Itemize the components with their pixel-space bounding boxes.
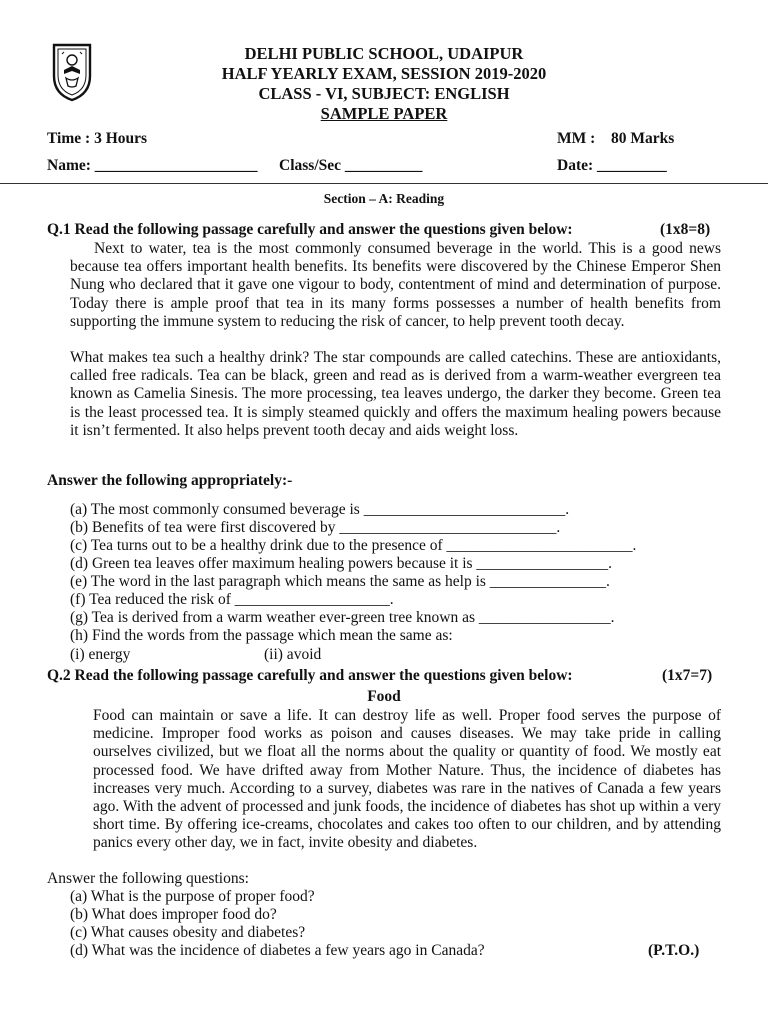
q1-para1-text: Next to water, tea is the most commonly consumed beverage in the world. This is a good news because tea offers important health benefits. Its benefits were discovered by the Chinese Emperor Shen Nung who declared that it gave one vigour to body, contentment of mind and determination of purpose. Today there is ample proof that tea in its many forms possesses a number of health benefits from supporting the immune system to reducing the risk of cancer, to help prevent tooth decay.: [70, 240, 721, 330]
q2-item-a: (a) What is the purpose of proper food?: [70, 888, 315, 905]
pto-label: (P.T.O.): [648, 942, 700, 959]
q1-item-c: (c) Tea turns out to be a healthy drink due to the presence of ________________________.: [70, 537, 637, 554]
paper-type: SAMPLE PAPER: [320, 104, 448, 123]
q1-marks: (1x8=8): [660, 221, 711, 238]
header-divider: [0, 183, 768, 184]
name-field: Name: _____________________: [47, 157, 258, 174]
class-subject: CLASS - VI, SUBJECT: ENGLISH: [258, 84, 510, 103]
q2-passage-title: Food: [367, 688, 401, 705]
class-sec-field: Class/Sec __________: [279, 157, 423, 174]
q1-item-d: (d) Green tea leaves offer maximum healing powers because it is _________________.: [70, 555, 613, 572]
exam-title: HALF YEARLY EXAM, SESSION 2019-2020: [221, 64, 547, 83]
q1-instruction: Answer the following appropriately:-: [47, 472, 293, 489]
q1-item-f: (f) Tea reduced the risk of ____________________.: [70, 591, 394, 608]
q2-item-b: (b) What does improper food do?: [70, 906, 277, 923]
q2-item-d: (d) What was the incidence of diabetes a few years ago in Canada?: [70, 942, 485, 959]
q1-prompt: Q.1 Read the following passage carefully and answer the questions given below:: [47, 221, 573, 238]
q1-item-a: (a) The most commonly consumed beverage is __________________________.: [70, 501, 570, 518]
q1-passage-para1: [70, 240, 721, 331]
q2-instruction: Answer the following questions:: [47, 870, 249, 887]
q2-marks: (1x7=7): [662, 667, 713, 684]
date-field: Date: _________: [557, 157, 667, 174]
q2-prompt: Q.2 Read the following passage carefully and answer the questions given below:: [47, 667, 573, 684]
q2-passage: [93, 707, 721, 853]
q1-item-b: (b) Benefits of tea were first discovered by ____________________________.: [70, 519, 561, 536]
time-label: Time : 3 Hours: [47, 130, 148, 147]
school-name: DELHI PUBLIC SCHOOL, UDAIPUR: [244, 44, 524, 63]
max-marks-label: MM :: [557, 130, 596, 147]
q1-sub-ii: (ii) avoid: [264, 646, 322, 663]
q1-item-e: (e) The word in the last paragraph which means the same as help is _______________.: [70, 573, 610, 590]
q2-passage-text: Food can maintain or save a life. It can destroy life as well. Proper food serves the purpose of medicine. Improper food works as poison and causes diseases. We may take pride in calling ourselves civilized, but we float all the norms about the quality or quantity of food. We mostly eat processed food. We have drifted away from Mother Nature. Thus, the incidence of diabetes has increases very much. According to a survey, diabetes was rare in the natives of Canada a few years ago. With the advent of processed and junk foods, the incidence of diabetes has shot up within a very short time. By offering ice-creams, chocolates and cakes too often to our children, and by attending panics every other day, we in fact, invite obesity and diabetes.: [93, 707, 721, 852]
section-title: Section – A: Reading: [323, 191, 445, 206]
q1-sub-i: (i) energy: [70, 646, 131, 663]
q2-item-c: (c) What causes obesity and diabetes?: [70, 924, 306, 941]
q1-passage-para2: What makes tea such a healthy drink? The star compounds are called catechins. These are antioxidants, called free radicals. Tea can be black, green and read as is derived from a warm-weather evergreen tea known as Camelia Sinesis. The more processing, tea leaves undergo, the darker they become. Green tea is the least processed tea. It is simply steamed quickly and offers the maximum healing powers because it isn’t fermented. It also helps prevent tooth decay and aids weight loss.: [70, 349, 721, 439]
q1-item-g: (g) Tea is derived from a warm weather ever-green tree known as _________________.: [70, 609, 615, 626]
q1-item-h: (h) Find the words from the passage which mean the same as:: [70, 627, 453, 644]
max-marks-value: 80 Marks: [611, 130, 675, 147]
